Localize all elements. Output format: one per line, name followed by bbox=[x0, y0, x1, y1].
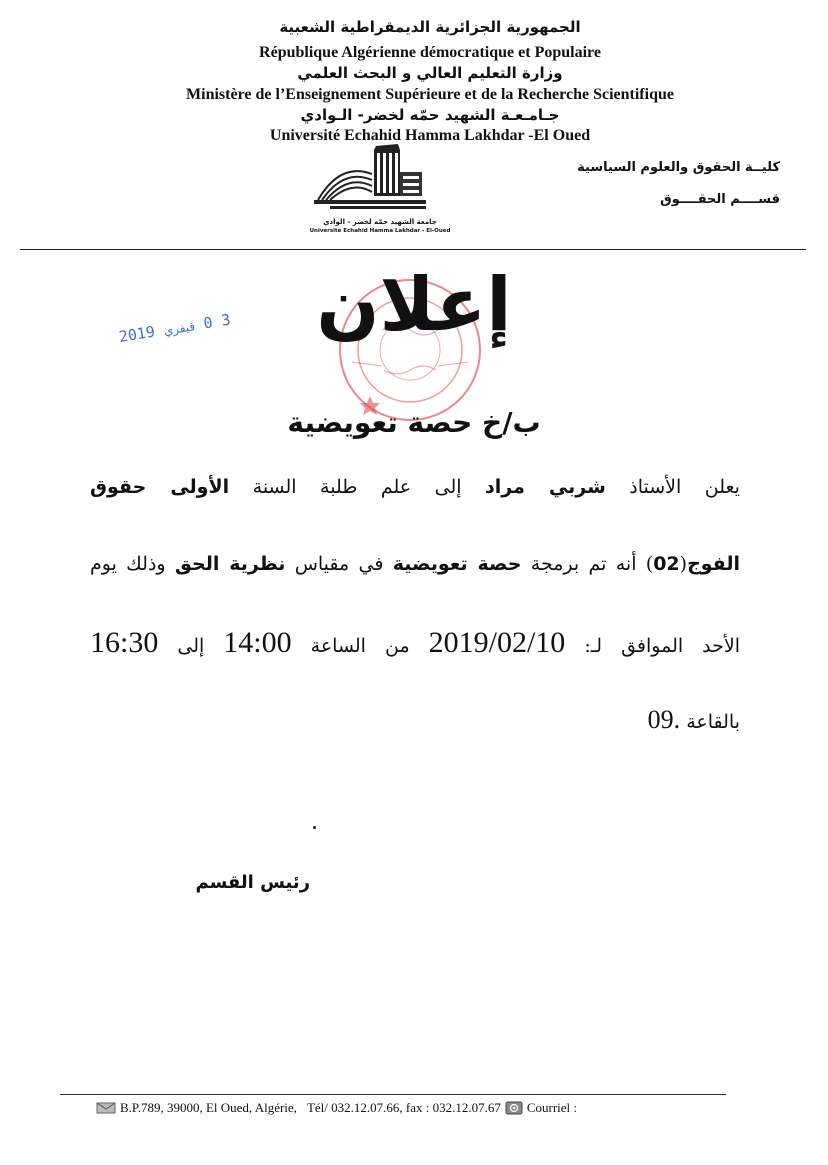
faculty-name: كليــة الحقوق والعلوم السياسية bbox=[577, 160, 780, 175]
ministry-name-arabic: وزارة التعليم العالي و البحث العلمي bbox=[297, 64, 563, 82]
ministry-name-french: Ministère de l’Enseignement Supérieure et de la Recherche Scientifique bbox=[186, 86, 674, 103]
announcement-title: إعلان bbox=[316, 262, 512, 348]
session-date: 2019/02/10 bbox=[428, 626, 566, 659]
republic-name-arabic: الجمهورية الجزائرية الديمقراطية الشعبية bbox=[279, 18, 581, 36]
logo-caption-french: Université Echahid Hamma Lakhdar - El-Oued bbox=[309, 228, 451, 234]
body-text: بالقاعة bbox=[680, 711, 740, 733]
footer-contact bbox=[96, 1100, 796, 1116]
body-text: وذلك يوم bbox=[90, 553, 175, 575]
footer-divider bbox=[60, 1094, 726, 1095]
email-icon bbox=[505, 1101, 523, 1115]
module-name: نظرية الحق bbox=[174, 553, 286, 575]
body-text: إلى bbox=[158, 635, 224, 657]
body-text: من الساعة bbox=[291, 635, 429, 657]
department-name: قســــم الحقــــوق bbox=[660, 192, 780, 207]
body-text: في مقياس bbox=[285, 553, 393, 575]
announcement-subtitle: ب/خ حصة تعويضية bbox=[287, 406, 541, 439]
professor-name: شربي مراد bbox=[485, 476, 606, 498]
group-label: الفوج bbox=[687, 553, 741, 575]
body-text: أنه تم برمجة bbox=[521, 553, 646, 575]
body-line-2: الفوج(02) أنه تم برمجة حصة تعويضية في مقياس نظرية الحق وذلك يوم bbox=[90, 553, 741, 575]
time-to: 16:30 bbox=[90, 626, 159, 659]
stamp-year: 2019 bbox=[117, 322, 157, 346]
stamp-day: 0 3 bbox=[202, 310, 232, 333]
university-name-arabic: جـامـعـة الشهيد حمّه لخضر- الـوادي bbox=[300, 106, 560, 124]
footer-email-label: Courriel : bbox=[526, 1100, 578, 1115]
footer-phone-fax: Tél/ 032.12.07.66, fax : 032.12.07.67 bbox=[306, 1100, 501, 1115]
body-line-4 bbox=[90, 704, 740, 735]
session-type: حصة تعويضية bbox=[392, 553, 522, 575]
scan-speck bbox=[313, 826, 316, 829]
logo-caption-arabic: جامعة الشهيد حمّه لخضر - الوادي bbox=[323, 218, 437, 226]
body-text: الأحد الموافق لـ: bbox=[565, 635, 741, 657]
student-year: الأولى حقوق bbox=[90, 476, 230, 498]
body-line-1 bbox=[90, 476, 740, 499]
body-line-3 bbox=[90, 625, 740, 661]
university-building-icon bbox=[310, 144, 450, 216]
body-text: إلى علم طلبة السنة bbox=[229, 476, 486, 498]
room-number: 09. bbox=[647, 705, 681, 734]
university-name-french: Université Echahid Hamma Lakhdar -El Oued bbox=[269, 127, 591, 144]
body-text: يعلن الأستاذ bbox=[605, 476, 740, 498]
stamp-month: فيفري bbox=[162, 319, 196, 338]
header-divider bbox=[20, 249, 806, 250]
group-number: 02 bbox=[653, 553, 680, 575]
department-head-signature: رئيس القسم bbox=[195, 872, 310, 893]
republic-name-french: République Algérienne démocratique et Populaire bbox=[259, 44, 601, 61]
mailbox-icon bbox=[96, 1101, 116, 1115]
time-from: 14:00 bbox=[223, 626, 292, 659]
footer-address: B.P.789, 39000, El Oued, Algérie, bbox=[120, 1100, 297, 1115]
